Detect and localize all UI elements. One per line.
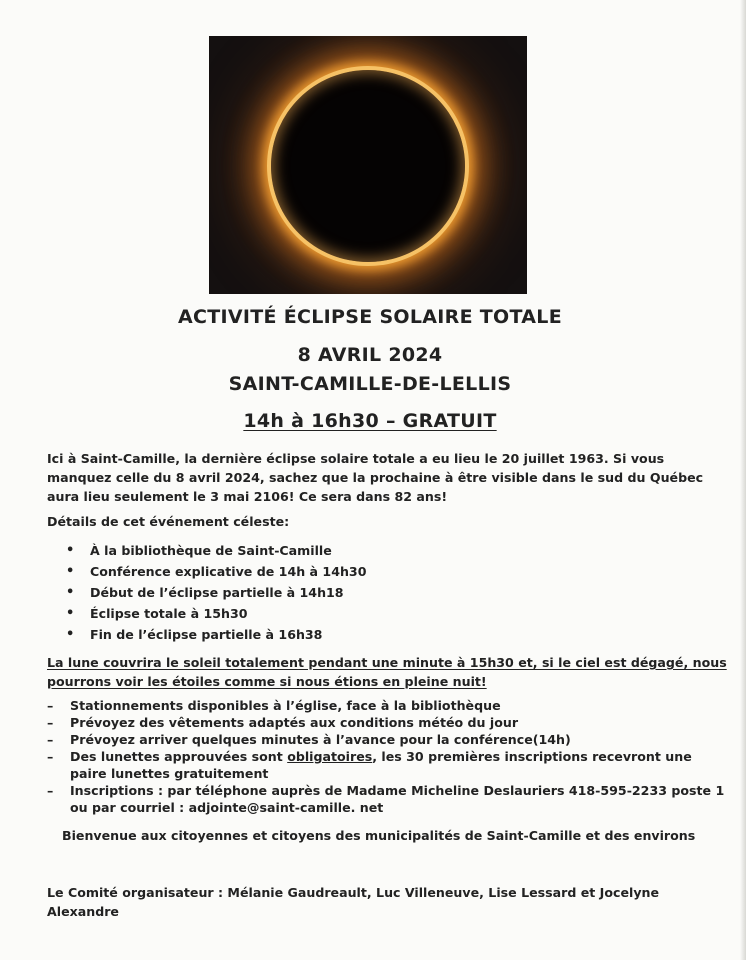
welcome-text: Bienvenue aux citoyennes et citoyens des municipalités de Saint-Camille et des environs (62, 828, 696, 843)
notes-list (47, 697, 727, 816)
eclipse-corona-ring (271, 70, 465, 262)
list-item: • Fin de l’éclipse partielle à 16h38 (66, 624, 366, 645)
intro-paragraph: Ici à Saint-Camille, la dernière éclipse solaire totale a eu lieu le 20 juillet 1963. Si vous manquez celle du 8 avril 2024, sachez que la prochaine à être visible dans le sud du Québec aura lieu seulement le 3 mai 2106! Ce sera dans 82 ans! (47, 451, 704, 504)
event-title: ACTIVITÉ ÉCLIPSE SOLAIRE TOTALE (178, 306, 562, 328)
note-glasses-text-a: Des lunettes approuvées sont (70, 749, 288, 764)
committee-text: Le Comité organisateur : Mélanie Gaudreault, Luc Villeneuve, Lise Lessard et Jocelyne Alexandre (47, 885, 660, 919)
list-item: • Éclipse totale à 15h30 (66, 603, 366, 624)
event-time: 14h à 16h30 – GRATUIT (243, 410, 497, 432)
note-registration: – Inscriptions : par téléphone auprès de Madame Micheline Deslauriers 418-595-2233 poste 1 ou par courriel : adjointe@saint-camille. net (47, 782, 727, 816)
note-glasses-text-c: , les 30 premières inscriptions recevront une paire lunettes gratuitement (70, 749, 692, 781)
moon-note: La lune couvrira le soleil totalement pendant une minute à 15h30 et, si le ciel est dégagé, nous pourrons voir les étoiles comme si nous étions en pleine nuit! (47, 655, 727, 689)
solar-eclipse-photo (209, 36, 527, 294)
list-item: • À la bibliothèque de Saint-Camille (66, 540, 366, 561)
note-glasses (47, 748, 727, 782)
note-glasses-mandatory: obligatoires (287, 749, 373, 764)
event-date: 8 AVRIL 2024 (297, 344, 443, 366)
note-parking: – Stationnements disponibles à l’église, face à la bibliothèque (47, 697, 727, 714)
details-title: Détails de cet événement céleste: (47, 514, 290, 529)
note-arrive: – Prévoyez arriver quelques minutes à l’avance pour la conférence(14h) (47, 731, 727, 748)
details-list (66, 540, 366, 645)
event-place: SAINT-CAMILLE-DE-LELLIS (228, 373, 512, 395)
list-item: • Début de l’éclipse partielle à 14h18 (66, 582, 366, 603)
list-item: • Conférence explicative de 14h à 14h30 (66, 561, 366, 582)
page-edge-shadow (740, 0, 746, 960)
note-clothing: – Prévoyez des vêtements adaptés aux conditions météo du jour (47, 714, 727, 731)
